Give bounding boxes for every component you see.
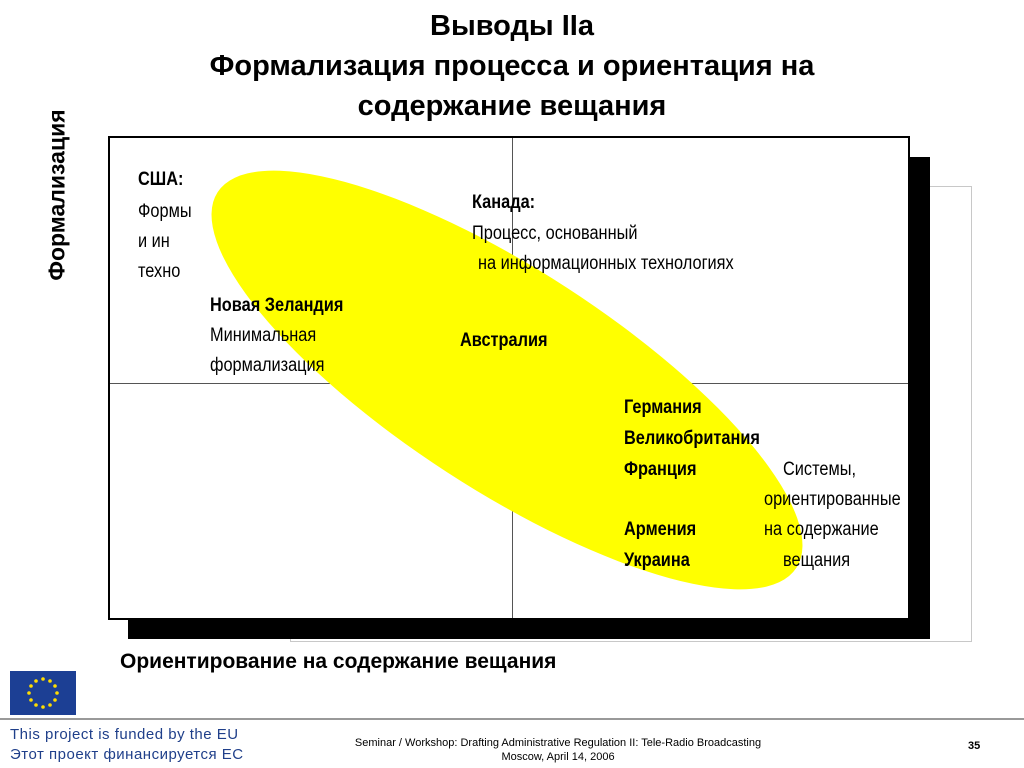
canada-line-2: на информационных технологиях — [478, 253, 734, 274]
canada-name: Канада: — [472, 192, 536, 213]
seminar-line-2: Moscow, April 14, 2006 — [501, 751, 615, 763]
new-zealand-line-1: Минимальная — [210, 325, 317, 346]
seminar-info — [280, 736, 836, 764]
country-armenia: Армения — [624, 519, 697, 540]
usa-line-3: техно — [138, 261, 181, 282]
title-line-1: Выводы IIa — [430, 10, 594, 42]
x-axis-label: Ориентирование на содержание вещания — [120, 650, 557, 673]
canada-line-1: Процесс, основанный — [472, 223, 638, 244]
new-zealand-name: Новая Зеландия — [210, 295, 344, 316]
eu-flag-icon — [10, 671, 76, 715]
country-germany: Германия — [624, 397, 702, 418]
systems-line-4: вещания — [783, 550, 851, 571]
page-number: 35 — [968, 740, 981, 752]
australia-label: Австралия — [460, 330, 548, 351]
title-line-3: содержание вещания — [357, 90, 667, 122]
country-ukraine: Украина — [624, 550, 690, 571]
eu-funding-ru: Этот проект финансируется ЕС — [10, 746, 244, 763]
systems-line-3: на содержание — [764, 519, 879, 540]
seminar-line-1: Seminar / Workshop: Drafting Administrative Regulation II: Tele-Radio Broadcasting — [354, 737, 762, 749]
title-line-2: Формализация процесса и ориентация на — [209, 50, 815, 82]
usa-line-1: Формы — [138, 201, 192, 222]
eu-funding-en: This project is funded by the EU — [10, 726, 239, 743]
y-axis-label-text: Формализация — [43, 109, 70, 281]
slide-title — [0, 6, 1024, 126]
footer-divider — [0, 718, 1024, 720]
country-uk: Великобритания — [624, 428, 760, 449]
country-france: Франция — [624, 459, 697, 480]
systems-line-2: ориентированные — [764, 489, 901, 510]
systems-line-1: Системы, — [783, 459, 857, 480]
eu-flag-stars — [10, 671, 76, 715]
new-zealand-line-2: формализация — [210, 355, 325, 376]
usa-name: США: — [138, 169, 184, 190]
usa-line-2: и ин — [138, 231, 170, 252]
